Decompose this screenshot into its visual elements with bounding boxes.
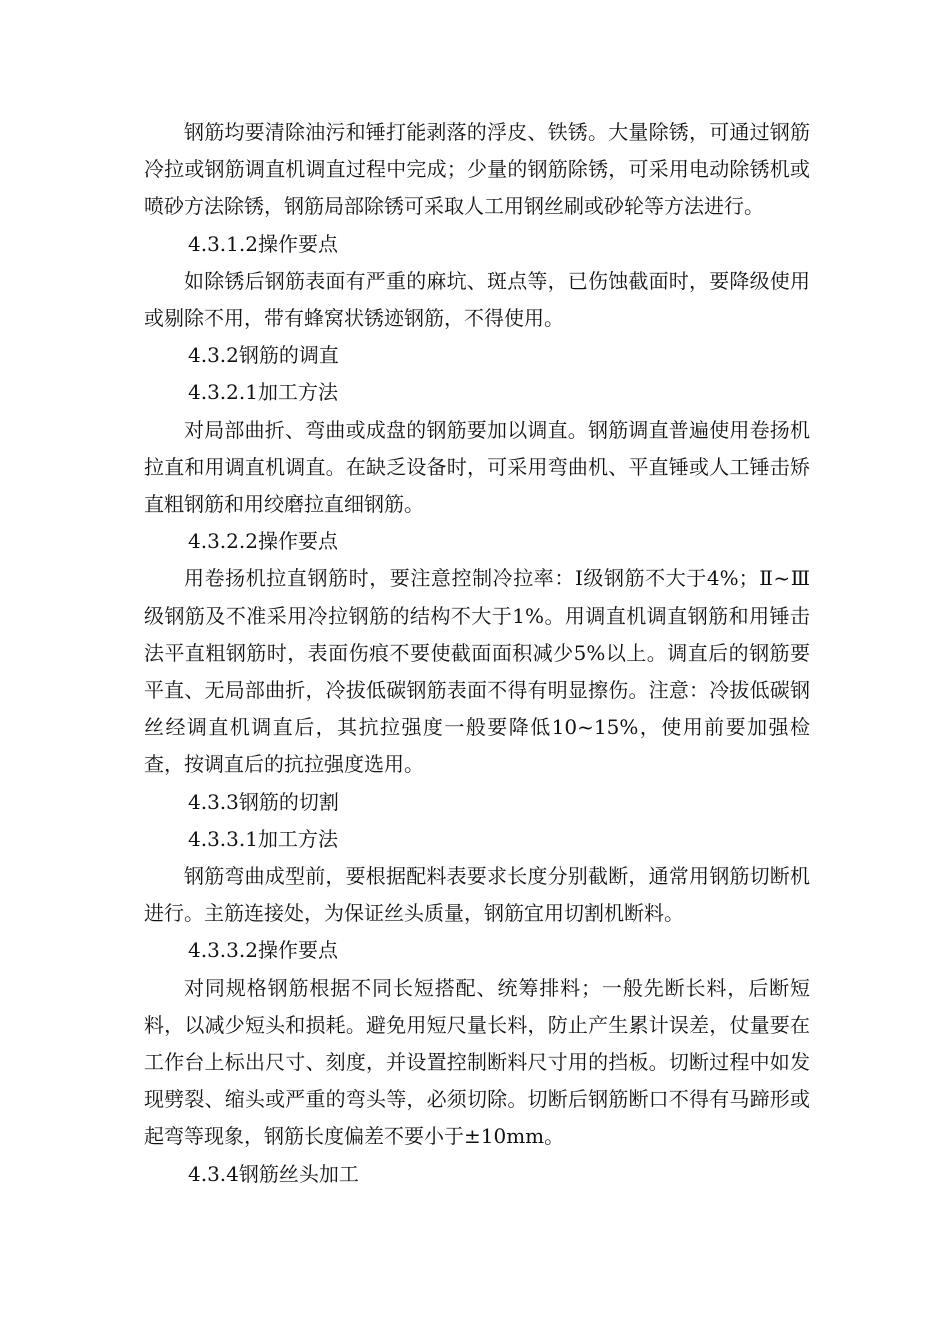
paragraph-straightening-key-points: 用卷扬机拉直钢筋时，要注意控制冷拉率：Ⅰ级钢筋不大于4%；Ⅱ~Ⅲ级钢筋及不准采用冷拉钢筋的结构不大于1%。用调直机调直钢筋和用锤击法平直粗钢筋时，表面伤痕不要使截面面积减少5%以上。调直后的钢筋要平直、无局部曲折，冷拔低碳钢筋表面不得有明显擦伤。注意：冷拔低碳钢丝经调直机调直后，其抗拉强度一般要降低10~15%，使用前要加强检查，按调直后的抗拉强度选用。 xyxy=(144,566,810,777)
heading-4-3-1-2: 4.3.1.2操作要点 xyxy=(188,231,338,256)
paragraph-rust-removal: 钢筋均要清除油污和锤打能剥落的浮皮、铁锈。大量除锈，可通过钢筋冷拉或钢筋调直机调直过程中完成；少量的钢筋除锈，可采用电动除锈机或喷砂方法除锈，钢筋局部除锈可采取人工用钢丝刷或砂轮等方法进行。 xyxy=(144,120,810,219)
heading-4-3-2-2: 4.3.2.2操作要点 xyxy=(188,529,338,554)
heading-4-3-3: 4.3.3钢筋的切割 xyxy=(188,789,339,814)
document-body xyxy=(144,114,810,1193)
heading-4-3-3-2: 4.3.3.2操作要点 xyxy=(188,938,338,963)
paragraph-rust-key-points: 如除锈后钢筋表面有严重的麻坑、斑点等，已伤蚀截面时，要降级使用或剔除不用，带有蜂窝状锈迹钢筋，不得使用。 xyxy=(144,268,810,331)
heading-4-3-2-1: 4.3.2.1加工方法 xyxy=(188,380,338,405)
paragraph-straightening-method: 对局部曲折、弯曲或成盘的钢筋要加以调直。钢筋调直普遍使用卷扬机拉直和用调直机调直。在缺乏设备时，可采用弯曲机、平直锤或人工锤击矫直粗钢筋和用绞磨拉直细钢筋。 xyxy=(144,417,810,517)
heading-4-3-2: 4.3.2钢筋的调直 xyxy=(188,343,339,368)
paragraph-cutting-key-points: 对同规格钢筋根据不同长短搭配、统筹排料；一般先断长料，后断短料，以减少短头和损耗。避免用短尺量长料，防止产生累计误差，仗量要在工作台上标出尺寸、刻度，并设置控制断料尺寸用的挡板。切断过程中如发现劈裂、缩头或严重的弯头等，必须切除。切断后钢筋断口不得有马蹄形或起弯等现象，钢筋长度偏差不要小于±10mm。 xyxy=(144,975,810,1149)
paragraph-cutting-method: 钢筋弯曲成型前，要根据配料表要求长度分别截断，通常用钢筋切断机进行。主筋连接处，为保证丝头质量，钢筋宜用切割机断料。 xyxy=(144,864,810,926)
heading-4-3-4: 4.3.4钢筋丝头加工 xyxy=(188,1161,359,1186)
heading-4-3-3-1: 4.3.3.1加工方法 xyxy=(188,826,338,851)
